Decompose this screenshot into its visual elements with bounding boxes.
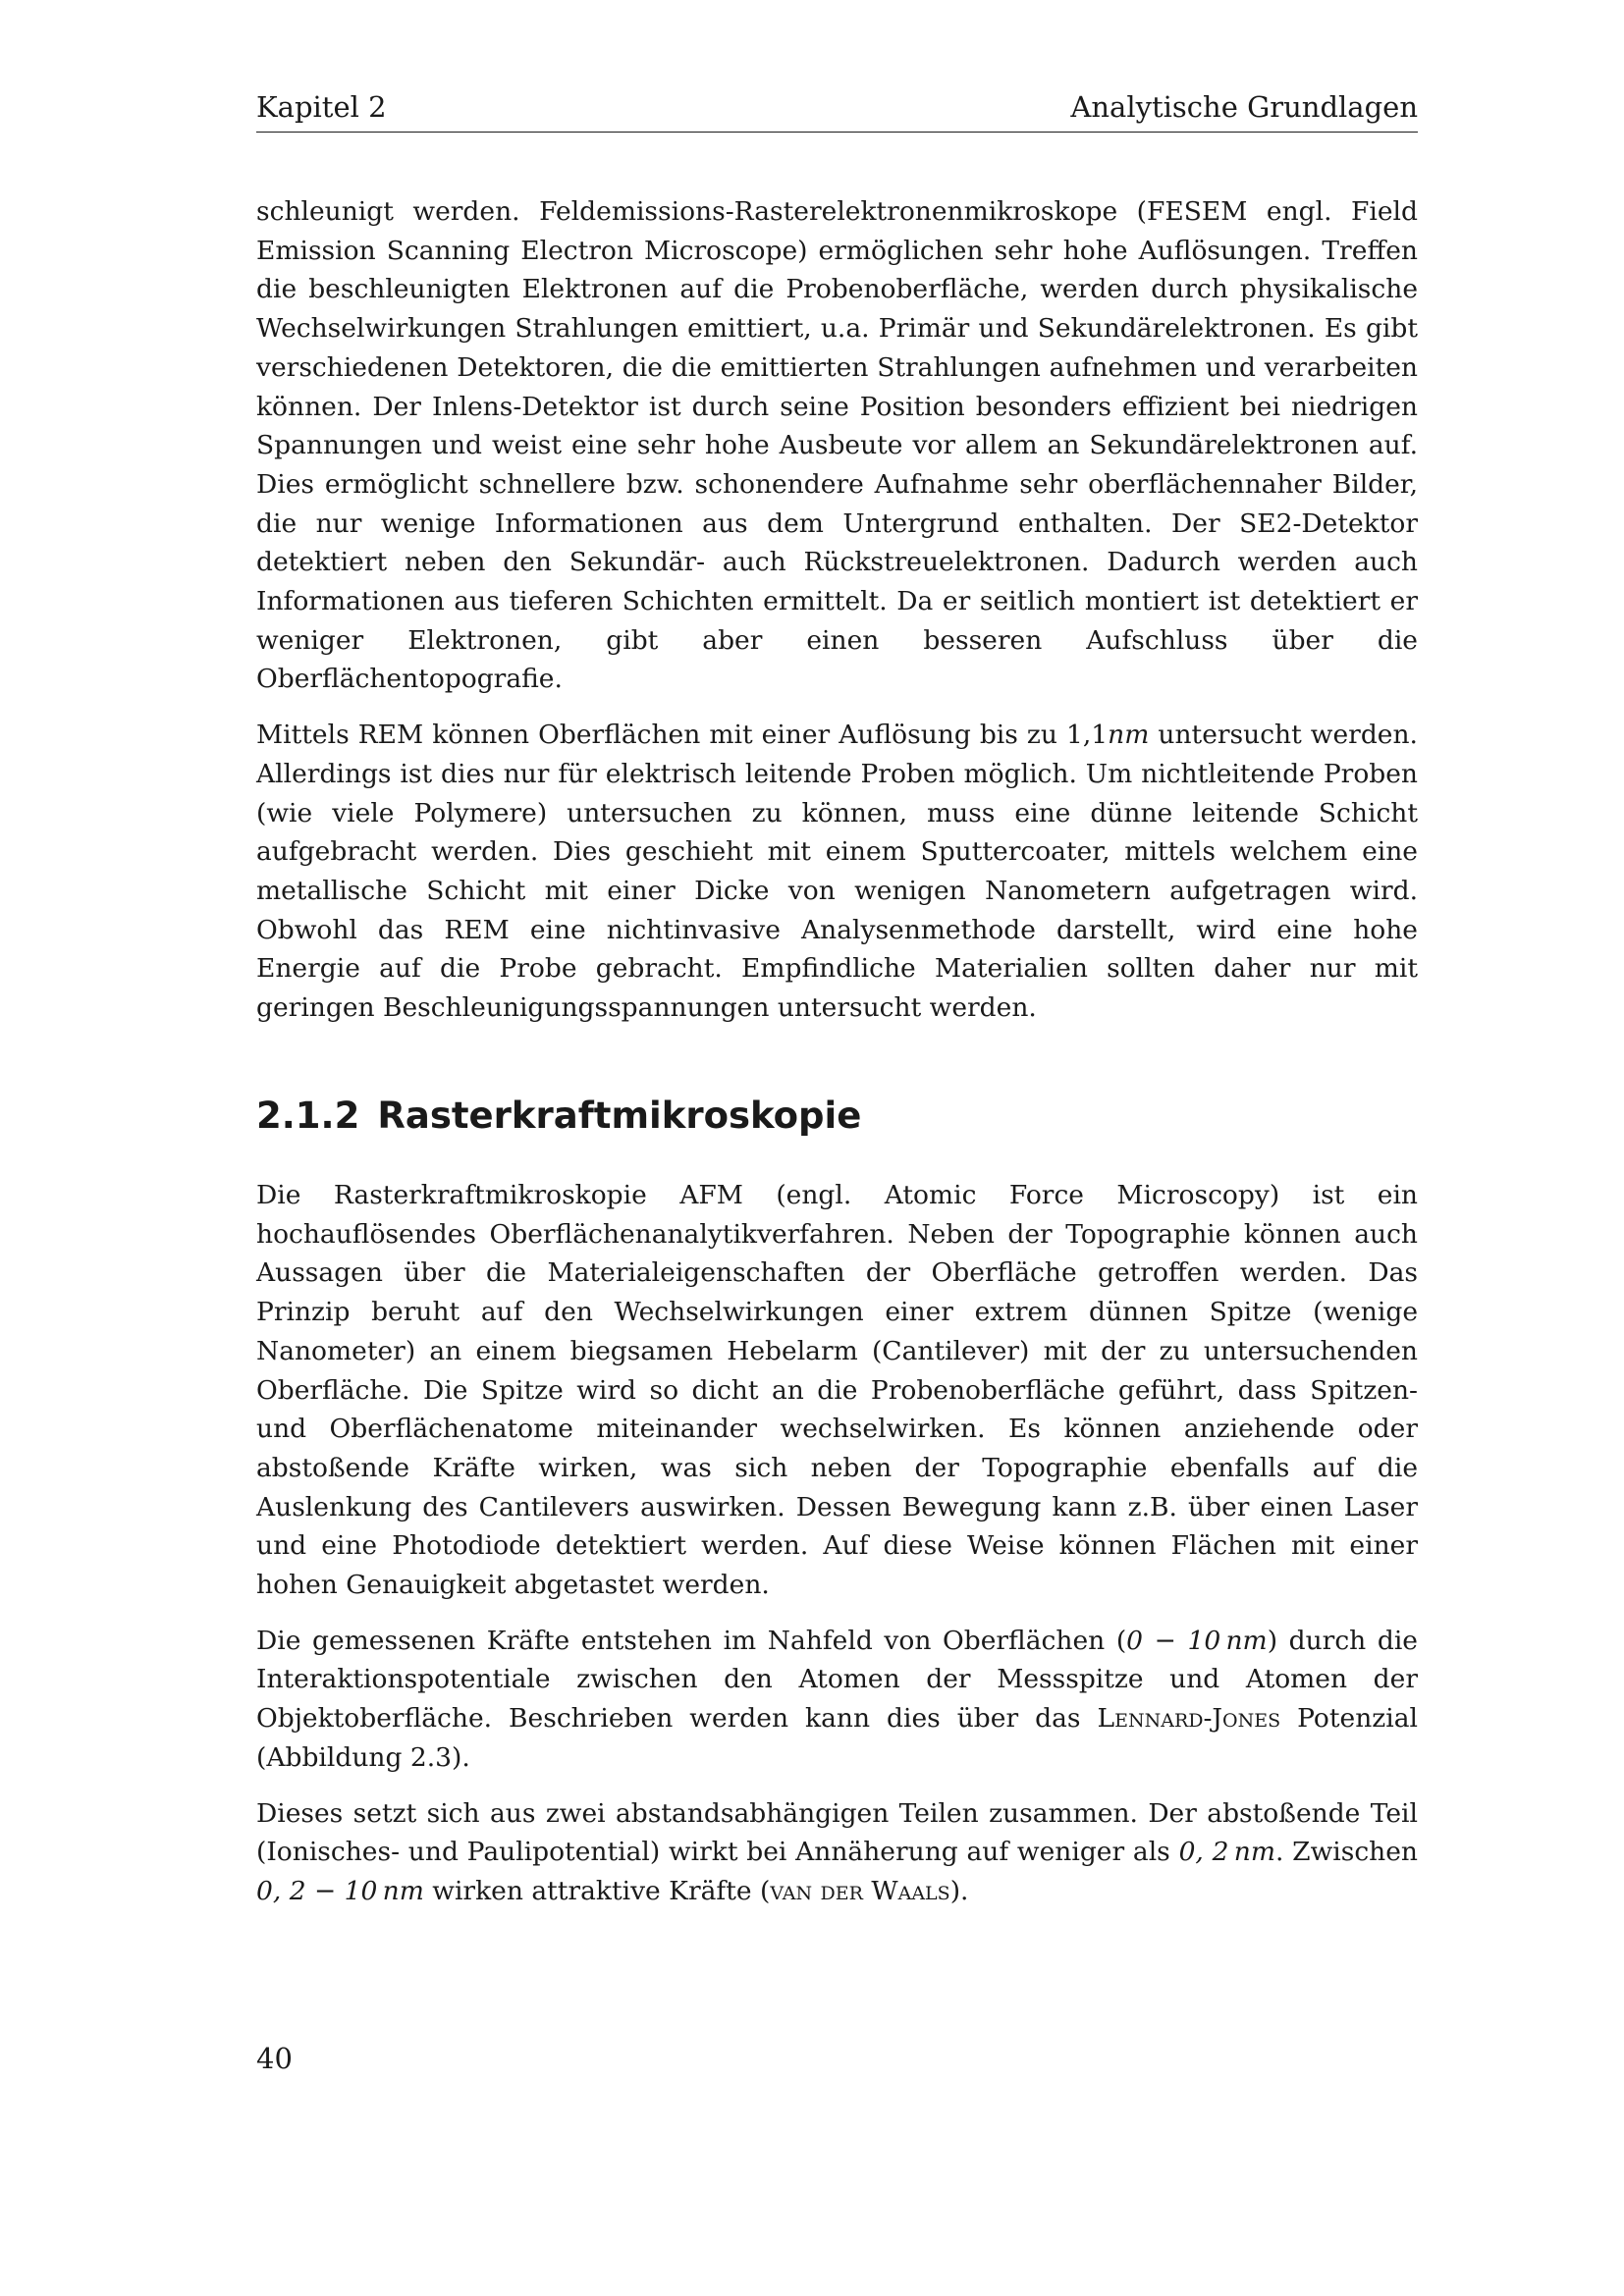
header-chapter: Kapitel 2 — [256, 90, 387, 124]
section-body-sem — [256, 192, 1418, 1044]
section-heading — [256, 1095, 861, 1137]
paragraph-fesem: schleunigt werden. Feldemissions-Rasterelektronenmikroskope (FESEM engl. Field Emission Scanning Electron Microscope) ermöglichen sehr hohe Auflösungen. Treffen die beschleunigten Elektronen auf die Probenoberfläche, werden durch physikalische Wechselwirkungen Strahlungen emittiert, u.a. Primär und Sekundärelektronen. Es gibt verschiedenen Detektoren, die die emittierten Strahlungen aufnehmen und verarbeiten können. Der Inlens-Detektor ist durch seine Position besonders effizient bei niedrigen Spannungen und weist eine sehr hohe Ausbeute vor allem an Sekundärelektronen auf. Dies ermöglicht schnellere bzw. schonendere Aufnahme sehr oberflächennaher Bilder, die nur wenige Informationen aus dem Untergrund enthalten. Der SE2-Detektor detektiert neben den Sekundär- auch Rückstreuelektronen. Dadurch werden auch Informationen aus tieferen Schichten ermittelt. Da er seitlich montiert ist detektiert er weniger Elektronen, gibt aber einen besseren Aufschluss über die Oberflächentopografie. — [256, 196, 1418, 695]
section-body-afm — [256, 1176, 1418, 1928]
page-number: 40 — [256, 2042, 293, 2075]
paragraph-rem-resolution: Mittels REM können Oberflächen mit einer Auflösung bis zu 1,1nm untersucht werden. Allerdings ist dies nur für elektrisch leitende Proben möglich. Um nichtleitende Proben (wie viele Polymere) untersuchen zu können, muss eine dünne leitende Schicht aufgebracht werden. Dies geschieht mit einem Sputtercoater, mittels welchem eine metallische Schicht mit einer Dicke von wenigen Nanometern aufgetragen wird. Obwohl das REM eine nichtinvasive Analysenmethode darstellt, wird eine hohe Energie auf die Probe gebracht. Empfindliche Materialien sollten daher nur mit geringen Beschleunigungsspannungen untersucht werden. — [256, 720, 1418, 1024]
paragraph-potential-parts: Dieses setzt sich aus zwei abstandsabhängigen Teilen zusammen. Der abstoßende Teil (Ionisches- und Paulipotential) wirkt bei Annäherung auf weniger als 0, 2 nm. Zwischen 0, 2 − 10 nm wirken attraktive Kräfte (van der Waals). — [256, 1797, 1419, 1906]
name-van-der-waals: van der Waals — [770, 1875, 950, 1906]
paragraph-forces: Die gemessenen Kräfte entstehen im Nahfeld von Oberflächen (0 − 10 nm) durch die Interaktionspotentiale zwischen den Atomen der Messspitze und Atomen der Objektoberfläche. Beschrieben werden kann dies über das Lennard-Jones Potenzial (Abbildung 2.3). — [256, 1625, 1418, 1773]
section-title: Rasterkraftmikroskopie — [377, 1095, 862, 1137]
paragraph-afm-intro: Die Rasterkraftmikroskopie AFM (engl. Atomic Force Microscopy) ist ein hochauflösendes Oberflächenanalytikverfahren. Neben der Topographie können auch Aussagen über die Materialeigenschaften der Oberfläche getroffen werden. Das Prinzip beruht auf den Wechselwirkungen einer extrem dünnen Spitze (wenige Nanometer) an einem biegsamen Hebelarm (Cantilever) mit der zu untersuchenden Oberfläche. Die Spitze wird so dicht an die Probenoberfläche geführt, dass Spitzen- und Oberflächenatome miteinander wechselwirken. Es können anziehende oder abstoßende Kräfte wirken, was sich neben der Topographie ebenfalls auf die Auslenkung des Cantilevers auswirken. Dessen Bewegung kann z.B. über einen Laser und eine Photodiode detektiert werden. Auf diese Weise können Flächen mit einer hohen Genauigkeit abgetastet werden. — [256, 1180, 1418, 1601]
section-number: 2.1.2 — [256, 1095, 360, 1137]
name-lennard-jones: Lennard-Jones — [1097, 1703, 1281, 1735]
running-header — [256, 90, 1418, 133]
header-chapter-title: Analytische Grundlagen — [1070, 90, 1418, 124]
unit-nm: nm — [1108, 720, 1150, 751]
